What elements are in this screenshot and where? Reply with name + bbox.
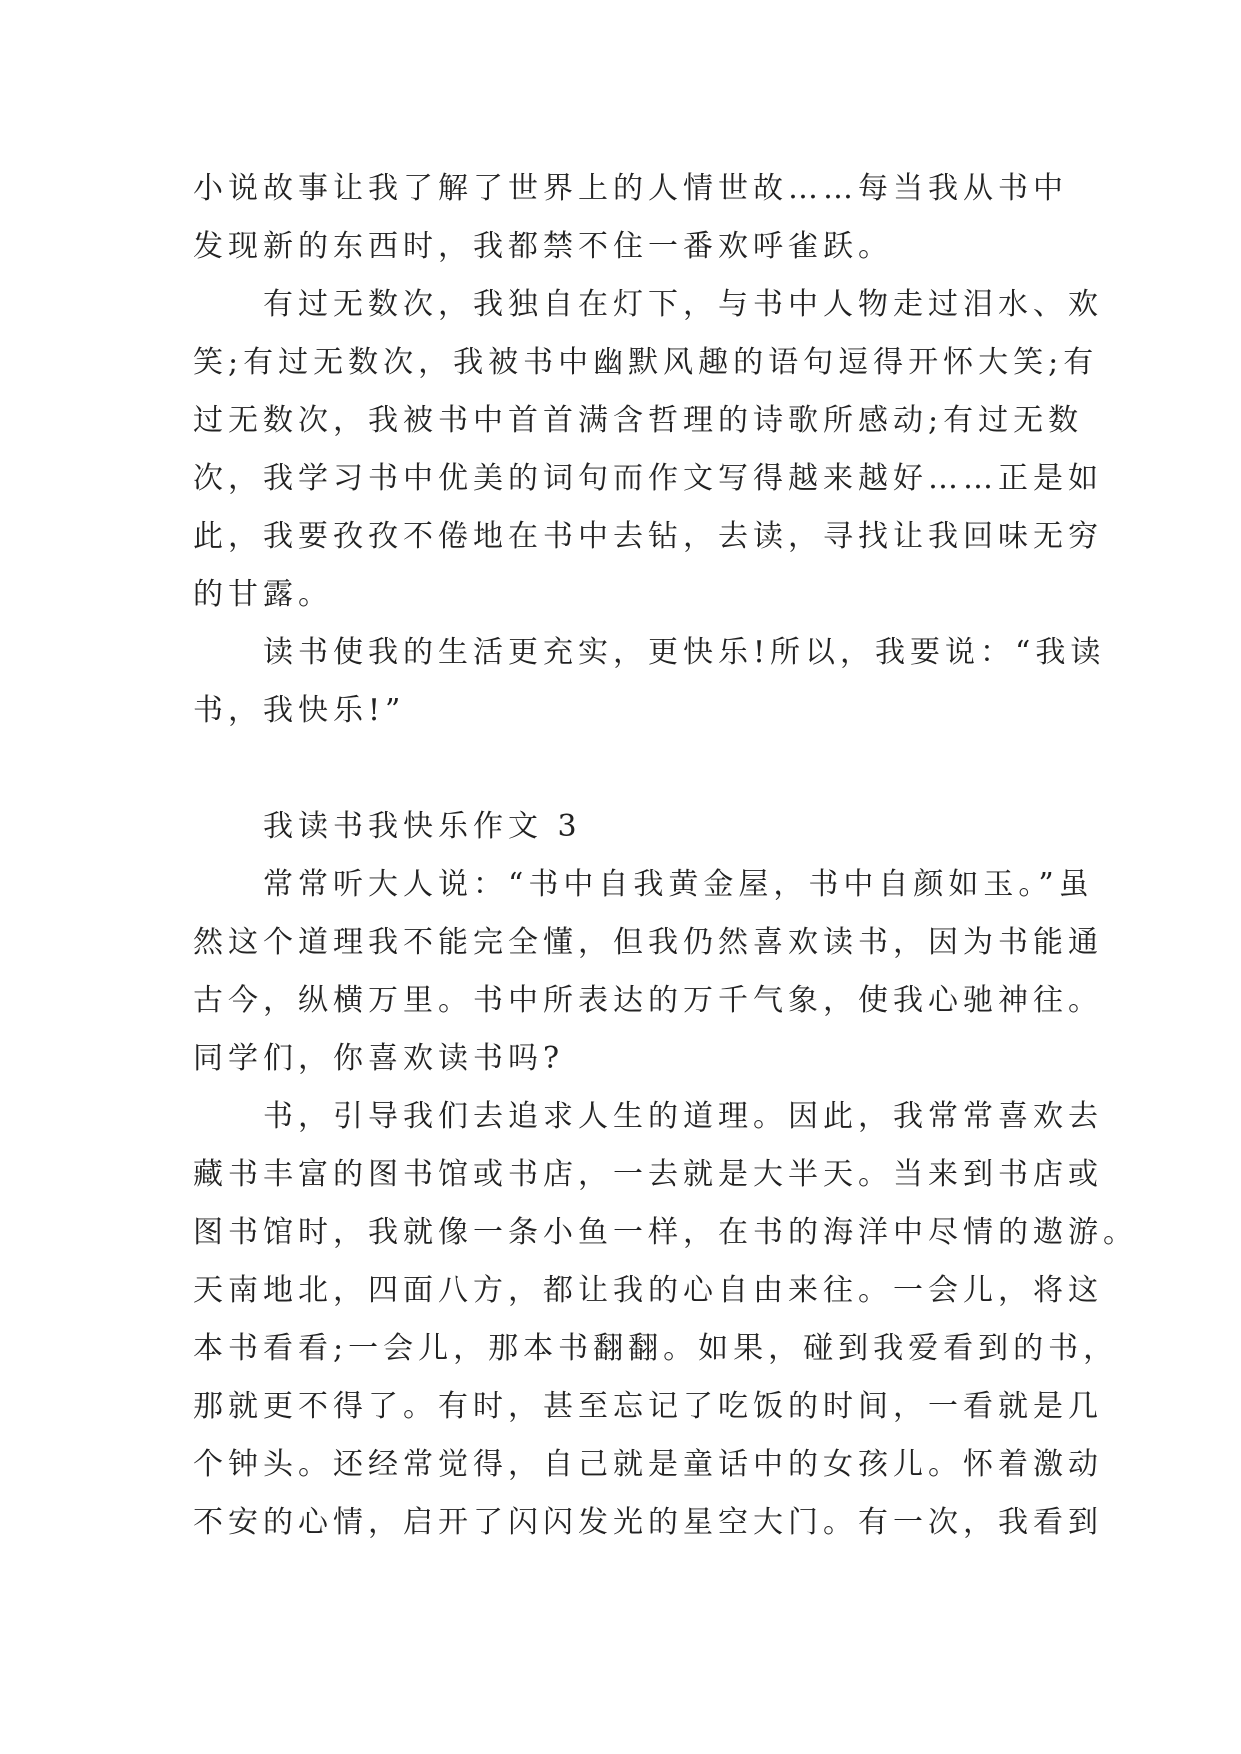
text-line: 小说故事让我了解了世界上的人情世故……每当我从书中 bbox=[193, 171, 1068, 206]
text-line: 同学们，你喜欢读书吗? bbox=[193, 1041, 565, 1076]
text-line: 次，我学习书中优美的词句而作文写得越来越好……正是如 bbox=[193, 461, 1103, 496]
text-line: 此，我要孜孜不倦地在书中去钻，去读，寻找让我回味无穷 bbox=[193, 519, 1103, 554]
text-line: 图书馆时，我就像一条小鱼一样，在书的海洋中尽情的遨游。 bbox=[193, 1215, 1138, 1250]
text-line: 个钟头。还经常觉得，自己就是童话中的女孩儿。怀着激动 bbox=[193, 1447, 1103, 1482]
text-line: 常常听大人说：“书中自我黄金屋，书中自颜如玉。”虽 bbox=[193, 867, 1094, 902]
section-spacer bbox=[193, 740, 1073, 798]
text-line: 天南地北，四面八方，都让我的心自由来往。一会儿，将这 bbox=[193, 1273, 1103, 1308]
document-body bbox=[193, 160, 1138, 1552]
text-line: 藏书丰富的图书馆或书店，一去就是大半天。当来到书店或 bbox=[193, 1157, 1103, 1192]
text-line: 古今，纵横万里。书中所表达的万千气象，使我心驰神往。 bbox=[193, 983, 1103, 1018]
text-line: 书，我快乐!” bbox=[193, 693, 406, 728]
text-line: 读书使我的生活更充实，更快乐!所以，我要说：“我读 bbox=[193, 635, 1106, 670]
text-line: 笑;有过无数次，我被书中幽默风趣的语句逗得开怀大笑;有 bbox=[193, 345, 1099, 380]
text-line: 过无数次，我被书中首首满含哲理的诗歌所感动;有过无数 bbox=[193, 403, 1084, 438]
text-line: 那就更不得了。有时，甚至忘记了吃饭的时间，一看就是几 bbox=[193, 1389, 1103, 1424]
essay-section-2 bbox=[193, 798, 1138, 1552]
text-line: 的甘露。 bbox=[193, 577, 333, 612]
essay-section-1 bbox=[193, 160, 1106, 740]
text-line: 本书看看;一会儿，那本书翻翻。如果，碰到我爱看到的书， bbox=[193, 1331, 1119, 1366]
text-line: 然这个道理我不能完全懂，但我仍然喜欢读书，因为书能通 bbox=[193, 925, 1103, 960]
text-line: 不安的心情，启开了闪闪发光的星空大门。有一次，我看到 bbox=[193, 1505, 1103, 1540]
text-line: 书，引导我们去追求人生的道理。因此，我常常喜欢去 bbox=[193, 1099, 1103, 1134]
essay-title: 我读书我快乐作文 3 bbox=[193, 809, 582, 844]
text-line: 发现新的东西时，我都禁不住一番欢呼雀跃。 bbox=[193, 229, 893, 264]
text-line: 有过无数次，我独自在灯下，与书中人物走过泪水、欢 bbox=[193, 287, 1103, 322]
